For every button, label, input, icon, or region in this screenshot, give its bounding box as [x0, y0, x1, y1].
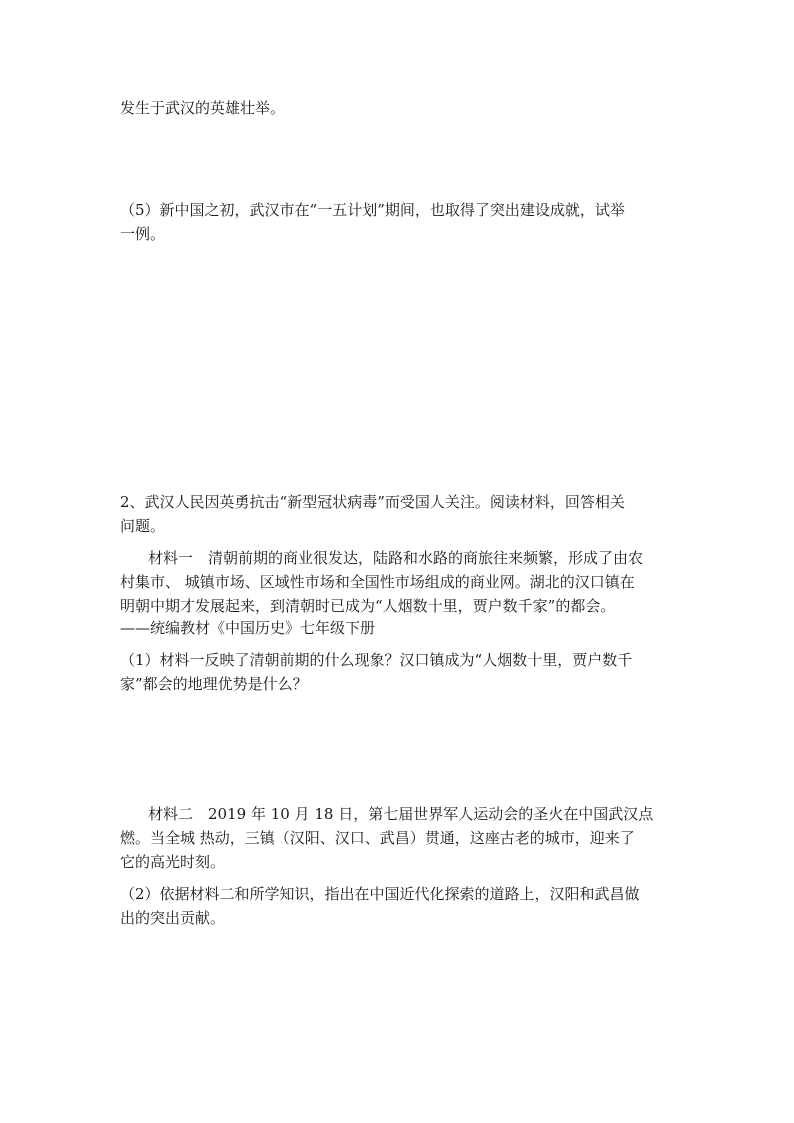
question-1-5-line-2: 一例。	[120, 225, 166, 243]
material-2-line-3: 它的高光时刻。	[120, 853, 226, 871]
material-1-line-2: 村集市、 城镇市场、区域性市场和全国性市场组成的商业网。湖北的汉口镇在	[120, 573, 635, 591]
material-1-source: ——统编教材《中国历史》七年级下册	[120, 619, 376, 637]
question-2-2-line-1: （2）依据材料二和所学知识，指出在中国近代化探索的道路上，汉阳和武昌做	[120, 885, 640, 903]
material-1-line-3: 明朝中期才发展起来，到清朝时已成为“人烟数十里，贾户数千家”的都会。	[120, 597, 616, 615]
material-2-line-2: 燃。当全城 热动，三镇（汉阳、汉口、武昌）贯通，这座古老的城市，迎来了	[120, 829, 635, 847]
material-1-line-1: 材料一 清朝前期的商业很发达，陆路和水路的商旅往来频繁，形成了由农	[148, 549, 644, 567]
question-2-line-1: 2、武汉人民因英勇抗击“新型冠状病毒”而受国人关注。阅读材料，回答相关	[120, 493, 625, 511]
question-2-1-line-2: 家”都会的地理优势是什么？	[120, 675, 308, 693]
previous-question-tail: 发生于武汉的英雄壮举。	[120, 99, 286, 117]
question-2-2-line-2: 出的突出贡献。	[120, 909, 226, 927]
question-1-5-line-1: （5）新中国之初，武汉市在“一五计划”期间，也取得了突出建设成就，试举	[120, 201, 625, 219]
question-2-line-2: 问题。	[120, 517, 166, 535]
material-2-line-1: 材料二 2019 年 10 月 18 日，第七届世界军人运动会的圣火在中国武汉点	[148, 805, 654, 823]
question-2-1-line-1: （1）材料一反映了清朝前期的什么现象？汉口镇成为“人烟数十里，贾户数千	[120, 651, 633, 669]
